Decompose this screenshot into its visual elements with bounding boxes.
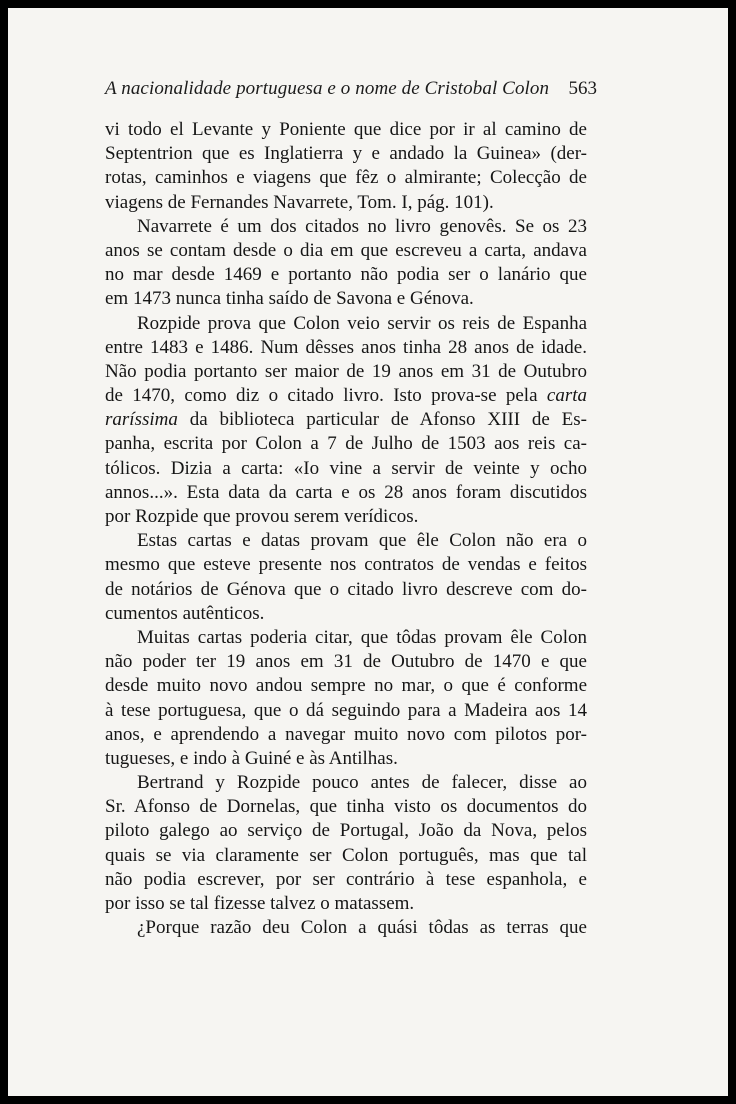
text-line: anos se contam desde o dia em que escreveu a carta, andava <box>105 239 587 261</box>
paragraph-4 <box>105 529 587 626</box>
text-line: por isso se tal fizesse talvez o matassem. <box>105 893 415 914</box>
text-line: panha, escrita por Colon a 7 de Julho de 1503 aos reis ca- <box>105 433 587 455</box>
text-line: mesmo que esteve presente nos contratos de vendas e feitos <box>105 554 587 576</box>
italic-term: carta <box>546 385 587 407</box>
paragraph-1 <box>105 118 587 215</box>
book-page <box>8 8 728 1096</box>
page-number: 563 <box>568 78 597 99</box>
page-header <box>105 78 597 108</box>
text-line: ¿Porque razão deu Colon a quási tôdas as terras que <box>137 917 587 939</box>
text-line: vi todo el Levante y Poniente que dice por ir al camino de <box>105 119 587 140</box>
running-title: A nacionalidade portuguesa e o nome de Cristobal Colon <box>105 78 550 99</box>
text-line: Sr. Afonso de Dornelas, que tinha visto os documentos do <box>105 796 587 818</box>
text-line-with-italic <box>105 408 587 432</box>
paragraph-6 <box>105 771 587 916</box>
text-line: Muitas cartas poderia citar, que tôdas provam êle Colon <box>137 626 587 648</box>
paragraph-2 <box>105 215 587 312</box>
text-line: Não podia portanto ser maior de 19 anos em 31 de Outubro <box>105 360 587 382</box>
text-segment: de 1470, como diz o citado livro. Isto prova-se pela <box>105 385 538 407</box>
text-line: não podia escrever, por ser contrário à tese espanhola, e <box>105 868 587 890</box>
text-line: viagens de Fernandes Navarrete, Tom. I, pág. 101). <box>105 191 494 213</box>
text-line: Navarrete é um dos citados no livro genovês. Se os 23 <box>137 215 587 237</box>
text-line: piloto galego ao serviço de Portugal, João da Nova, pelos <box>105 820 587 842</box>
text-line: de notários de Génova que o citado livro descreve com do- <box>105 578 587 600</box>
italic-term: raríssima <box>105 409 178 431</box>
text-line: à tese portuguesa, que o dá seguindo para a Madeira aos 14 <box>105 699 587 721</box>
text-line: Estas cartas e datas provam que êle Colon não era o <box>137 530 587 552</box>
text-line: entre 1483 e 1486. Num dêsses anos tinha 28 anos de idade. <box>105 336 587 358</box>
text-line: desde muito novo andou sempre no mar, o que é conforme <box>105 675 587 697</box>
text-line: em 1473 nunca tinha saído de Savona e Génova. <box>105 288 474 310</box>
text-line: rotas, caminhos e viagens que fêz o almirante; Colecção de <box>105 167 587 189</box>
page-body <box>105 118 587 940</box>
text-line: Bertrand y Rozpide pouco antes de falecer, disse ao <box>137 772 587 794</box>
paragraph-5 <box>105 626 587 771</box>
paragraph-7 <box>105 916 587 940</box>
text-segment: da biblioteca particular de Afonso XIII de Es- <box>189 409 587 431</box>
text-line: anos, e aprendendo a navegar muito novo com pilotos por- <box>105 723 587 745</box>
text-line: no mar desde 1469 e portanto não podia ser o lanário que <box>105 264 587 286</box>
text-line: tugueses, e indo à Guiné e às Antilhas. <box>105 747 398 769</box>
paragraph-3 <box>105 312 587 530</box>
text-line: Septentrion que es Inglatierra y e andado la Guinea» (der- <box>105 143 587 165</box>
text-line: não poder ter 19 anos em 31 de Outubro de 1470 e que <box>105 651 587 673</box>
text-line: quais se via claramente ser Colon português, mas que tal <box>105 844 587 866</box>
text-line-with-italic <box>105 384 587 408</box>
text-line: cumentos autênticos. <box>105 602 265 624</box>
text-line: tólicos. Dizia a carta: «Io vine a servir de veinte y ocho <box>105 457 587 479</box>
text-line: por Rozpide que provou serem verídicos. <box>105 506 419 527</box>
text-line: annos...». Esta data da carta e os 28 anos foram discutidos <box>105 481 587 503</box>
text-line: Rozpide prova que Colon veio servir os reis de Espanha <box>137 312 587 334</box>
